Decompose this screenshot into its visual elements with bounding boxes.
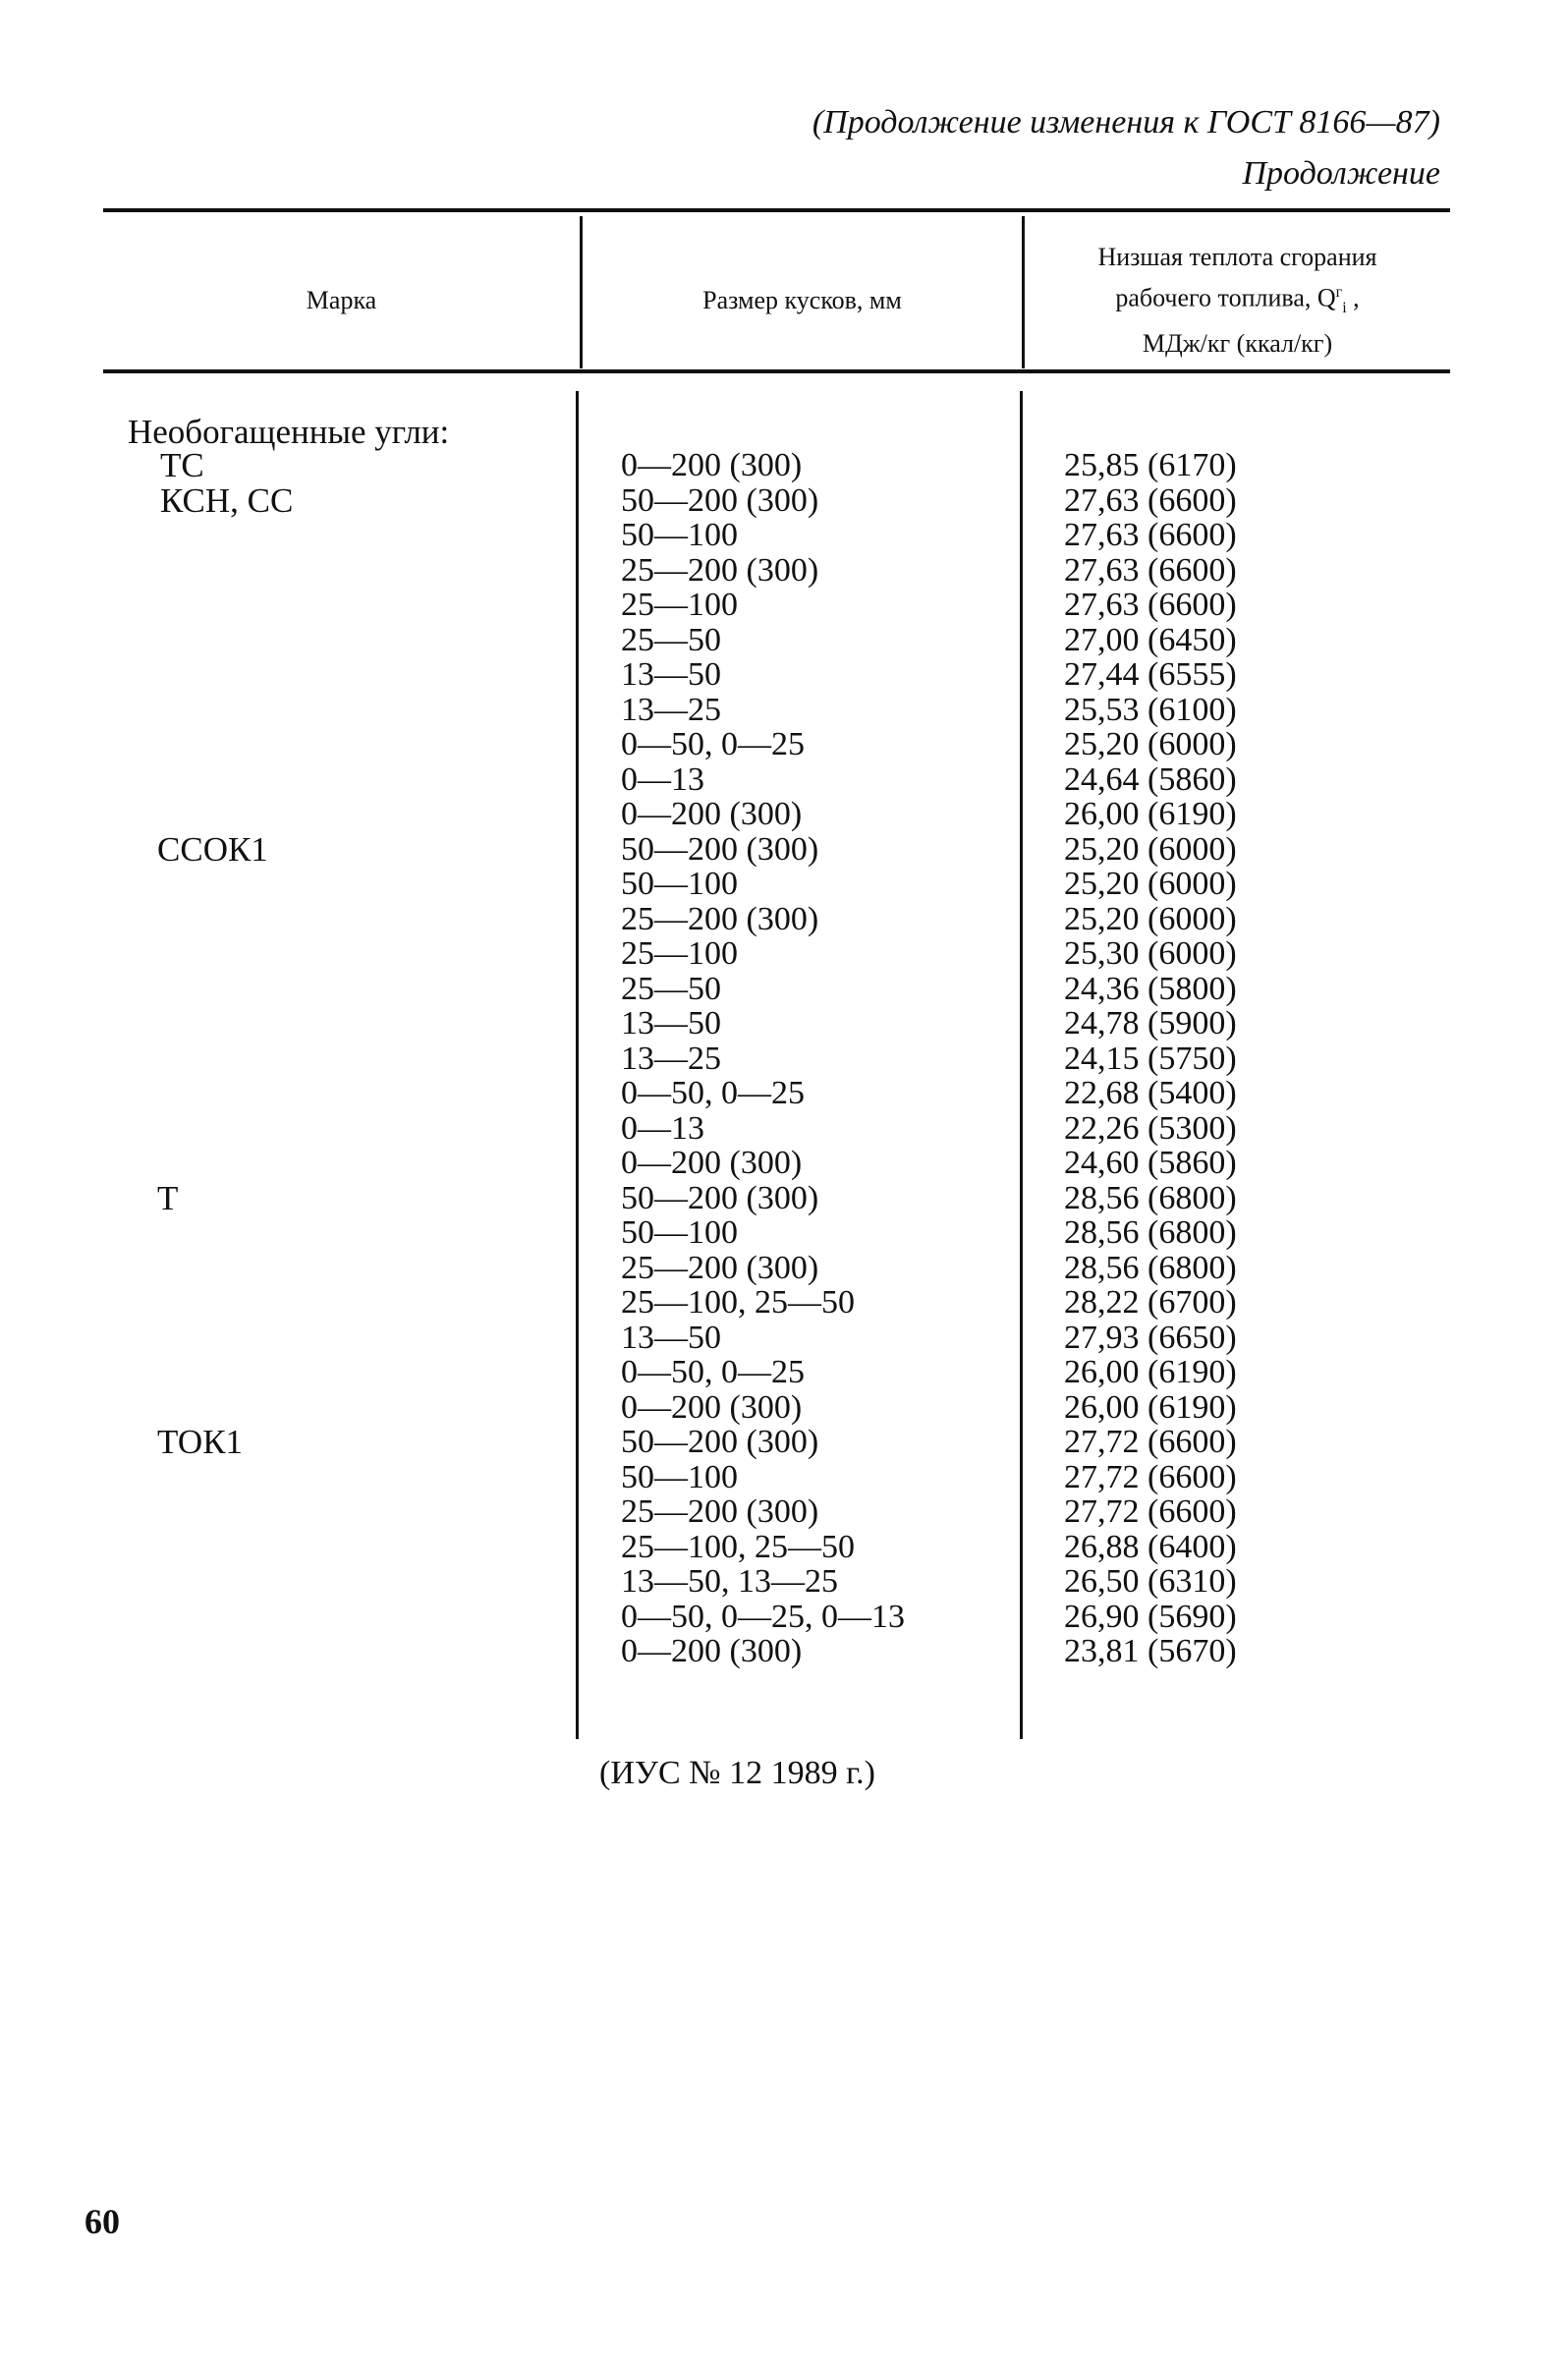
heat-cell: 26,50 (6310) (1064, 1563, 1237, 1600)
heat-cell: 27,93 (6650) (1064, 1319, 1237, 1356)
size-cell: 25—200 (300) (621, 1493, 819, 1530)
table-top-rule (103, 208, 1450, 212)
heat-cell: 26,90 (5690) (1064, 1598, 1237, 1635)
heat-cell: 25,30 (6000) (1064, 935, 1237, 972)
size-cell: 13—50 (621, 1005, 721, 1041)
size-cell: 0—13 (621, 1109, 704, 1147)
heat-cell: 27,63 (6600) (1064, 481, 1237, 519)
heat-cell: 28,56 (6800) (1064, 1214, 1237, 1251)
size-cell: 13—25 (621, 1040, 721, 1077)
page-number: 60 (84, 2202, 120, 2241)
size-cell: 25—100, 25—50 (621, 1284, 855, 1321)
heat-cell: 26,88 (6400) (1064, 1528, 1237, 1565)
heat-cell: 26,00 (6190) (1064, 1354, 1237, 1390)
size-cell: 13—25 (621, 691, 721, 728)
brand-column (128, 415, 449, 450)
heat-cell: 25,20 (6000) (1064, 830, 1237, 868)
heat-cell: 27,72 (6600) (1064, 1493, 1237, 1530)
heat-cell: 24,60 (5860) (1064, 1145, 1237, 1181)
column-header-size: Размер кусков, мм (702, 286, 902, 314)
heat-cell: 24,64 (5860) (1064, 760, 1237, 798)
heat-cell: 28,56 (6800) (1064, 1179, 1237, 1216)
size-cell: 0—200 (300) (621, 1145, 803, 1181)
heat-cell: 27,63 (6600) (1064, 517, 1237, 553)
size-cell: 0—50, 0—25 (621, 1354, 805, 1390)
column-header-heat (1025, 240, 1450, 362)
size-cell: 25—200 (300) (621, 900, 819, 937)
size-cell: 50—100 (621, 866, 738, 902)
size-cell: 0—200 (300) (621, 1633, 803, 1669)
size-cell: 0—200 (300) (621, 447, 803, 483)
size-cell: 50—100 (621, 1458, 738, 1495)
heat-cell: 27,72 (6600) (1064, 1424, 1237, 1460)
heat-cell: 28,56 (6800) (1064, 1249, 1237, 1286)
brand-label: ТОК1 (157, 1423, 244, 1461)
brand-label: ССОК1 (157, 829, 268, 869)
size-cell: 25—100 (621, 587, 738, 623)
heat-cell: 27,00 (6450) (1064, 621, 1237, 658)
heat-column (1064, 448, 1237, 1669)
heat-cell: 26,00 (6190) (1064, 1388, 1237, 1426)
heat-cell: 25,85 (6170) (1064, 447, 1237, 483)
heat-cell: 24,36 (5800) (1064, 970, 1237, 1007)
footer-note: (ИУС № 12 1989 г.) (599, 1755, 875, 1791)
size-cell: 50—100 (621, 517, 738, 553)
size-column (621, 448, 905, 1669)
table-header-rule (103, 369, 1450, 373)
size-cell: 25—200 (300) (621, 551, 819, 589)
size-cell: 50—200 (300) (621, 1179, 819, 1216)
continuation-title: (Продолжение изменения к ГОСТ 8166—87) (812, 104, 1440, 141)
heat-cell: 26,00 (6190) (1064, 796, 1237, 832)
size-cell: 50—200 (300) (621, 481, 819, 519)
heat-cell: 22,68 (5400) (1064, 1075, 1237, 1111)
size-cell: 13—50 (621, 656, 721, 693)
group-label: Необогащенные угли: (128, 413, 450, 451)
heat-cell: 24,15 (5750) (1064, 1040, 1237, 1077)
heat-header-line1: Низшая теплота сгорания (1097, 243, 1377, 271)
heat-cell: 25,20 (6000) (1064, 866, 1237, 902)
size-cell: 0—200 (300) (621, 796, 803, 832)
size-cell: 13—50, 13—25 (621, 1563, 838, 1600)
heat-cell: 27,72 (6600) (1064, 1458, 1237, 1495)
heat-cell: 28,22 (6700) (1064, 1284, 1237, 1321)
size-cell: 0—50, 0—25 (621, 726, 805, 762)
size-cell: 0—50, 0—25 (621, 1075, 805, 1111)
body-divider-2 (1020, 391, 1023, 1739)
size-cell: 25—100, 25—50 (621, 1528, 855, 1565)
size-cell: 0—50, 0—25, 0—13 (621, 1598, 905, 1635)
size-cell: 25—50 (621, 970, 721, 1007)
heat-header-line2: рабочего топлива, $Q^г_i$ , (1115, 283, 1360, 316)
size-cell: 25—100 (621, 935, 738, 972)
size-cell: 50—100 (621, 1214, 738, 1251)
size-cell: 0—13 (621, 760, 704, 798)
heat-cell: 22,26 (5300) (1064, 1109, 1237, 1147)
heat-cell: 27,44 (6555) (1064, 656, 1237, 693)
heat-cell: 24,78 (5900) (1064, 1005, 1237, 1041)
size-cell: 50—200 (300) (621, 1424, 819, 1460)
heat-cell: 25,53 (6100) (1064, 691, 1237, 728)
size-cell: 50—200 (300) (621, 830, 819, 868)
brand-label: КСН, СС (160, 480, 294, 520)
heat-cell: 27,63 (6600) (1064, 551, 1237, 589)
heat-cell: 27,63 (6600) (1064, 587, 1237, 623)
heat-cell: 23,81 (5670) (1064, 1633, 1237, 1669)
size-cell: 0—200 (300) (621, 1388, 803, 1426)
size-cell: 13—50 (621, 1319, 721, 1356)
continued-label: Продолжение (1242, 155, 1440, 192)
column-header-brand: Марка (306, 286, 377, 314)
size-cell: 25—200 (300) (621, 1249, 819, 1286)
brand-label: Т (157, 1178, 179, 1217)
heat-cell: 25,20 (6000) (1064, 900, 1237, 937)
heat-cell: 25,20 (6000) (1064, 726, 1237, 762)
heat-header-line3: МДж/кг (ккал/кг) (1142, 328, 1333, 358)
body-divider-1 (576, 391, 579, 1739)
brand-label: ТС (160, 446, 204, 484)
size-cell: 25—50 (621, 621, 721, 658)
